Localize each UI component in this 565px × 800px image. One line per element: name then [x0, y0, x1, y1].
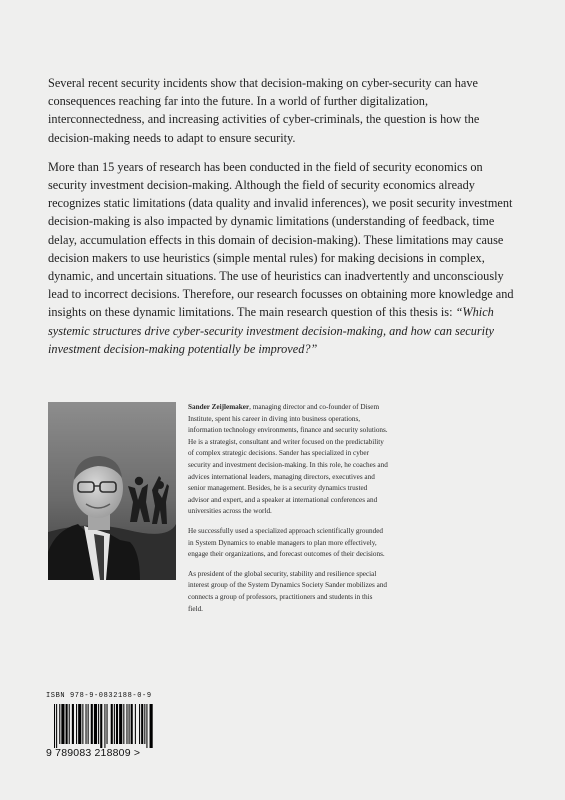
barcode-bar: [91, 704, 93, 744]
barcode-bar: [76, 704, 77, 744]
bio-paragraph-2: He successfully used a specialized approach scientifically grounded in System Dynamics to enable managers to plan more effectively, engage their organizations, and forecast outcomes of their decisions.: [188, 526, 385, 559]
intro-paragraph-2-text: More than 15 years of research has been conducted in the field of security economics on security investment decision-making. Although the field of security economics already recognizes static limitations (data quality and invalid inferences), we posit security investment decision-making is also impacted by dynamic limitations (understanding of feedback, time delay, accumulation effects in this domain of decision-making). These limitations may cause decision makers to use heuristics (simple mental rules) for making decisions in complex, dynamic, and uncertain situations. The use of heuristics can inadvertently and unconsciously lead to incorrect decisions. Therefore, our research focusses on obtaining more knowledge and insights on these dynamic limitations. The main research question of this thesis is:: [48, 159, 514, 320]
barcode-bar: [66, 704, 68, 744]
barcode-bar: [135, 704, 136, 744]
isbn-label: ISBN 978-9-0832188-0-9: [46, 692, 152, 700]
barcode-bar: [144, 704, 145, 744]
barcode-bar: [119, 704, 122, 744]
barcode-bar: [86, 704, 87, 744]
barcode-bar: [150, 704, 153, 748]
barcode-bar: [129, 704, 130, 744]
author-name: Sander Zeijlemaker: [188, 403, 250, 411]
isbn-barcode: [46, 692, 170, 762]
intro-text: [48, 74, 520, 369]
barcode-bar: [98, 704, 99, 744]
barcode-bar: [146, 704, 147, 748]
barcode-bar: [82, 704, 83, 744]
intro-paragraph-2: [48, 158, 520, 358]
author-photo: [48, 402, 176, 580]
barcode-bar: [61, 704, 64, 744]
bio-paragraph-1: [188, 402, 388, 518]
bio-paragraph-1-text: , managing director and co-founder of Disem Institute, spent his career in diving into business operations, information technology environments, finance and security solutions. He is a strategist, consultant and writer focused on the predictability of complex strategic decisions. Sander has specialized in cyber security and investment decision-making. In this role, he coaches and advices international leaders, managing directors, executives and senior management. Besides, he is a security dynamics trusted advisor and expert, and a speaker at international conferences and universities across the world.: [188, 403, 388, 516]
barcode-bar: [131, 704, 133, 744]
bio-paragraph-3: As president of the global security, stability and resilience special interest group of the System Dynamics Society Sander mobilizes and connects a group of professors, practitioners and students in this field.: [188, 569, 388, 613]
research-question: “Which systemic structures drive cyber-security investment decision-making, and how can security investment decision-making potentially be improved?”: [48, 305, 494, 356]
barcode-bar: [59, 704, 60, 744]
barcode-bar: [104, 704, 105, 748]
barcode-digits: 9 789083 218809 >: [46, 747, 141, 759]
barcode-bar: [56, 704, 57, 748]
barcode-bar: [54, 704, 55, 748]
barcode-bar: [72, 704, 74, 744]
author-bio: [188, 402, 388, 623]
barcode-bar: [94, 704, 97, 744]
barcode-bar: [116, 704, 118, 744]
intro-paragraph-1: Several recent security incidents show that decision-making on cyber-security can have consequences reaching far into the future. In a world of further digitalization, interconnectedness, and increasing activities of cyber-criminals, the question is how the decision-making needs to adapt to ensure security.: [48, 76, 480, 145]
barcode-bar: [141, 704, 143, 744]
barcode-bar: [69, 704, 70, 744]
barcode-bar: [139, 704, 140, 744]
barcode-bar: [111, 704, 113, 744]
barcode-bars: [46, 704, 170, 748]
barcode-bar: [88, 704, 89, 744]
barcode-bar: [114, 704, 115, 744]
barcode-bar: [126, 704, 127, 744]
barcode-bar: [107, 704, 108, 744]
barcode-bar: [100, 704, 102, 748]
barcode-bar: [78, 704, 81, 744]
barcode-bar: [123, 704, 124, 744]
